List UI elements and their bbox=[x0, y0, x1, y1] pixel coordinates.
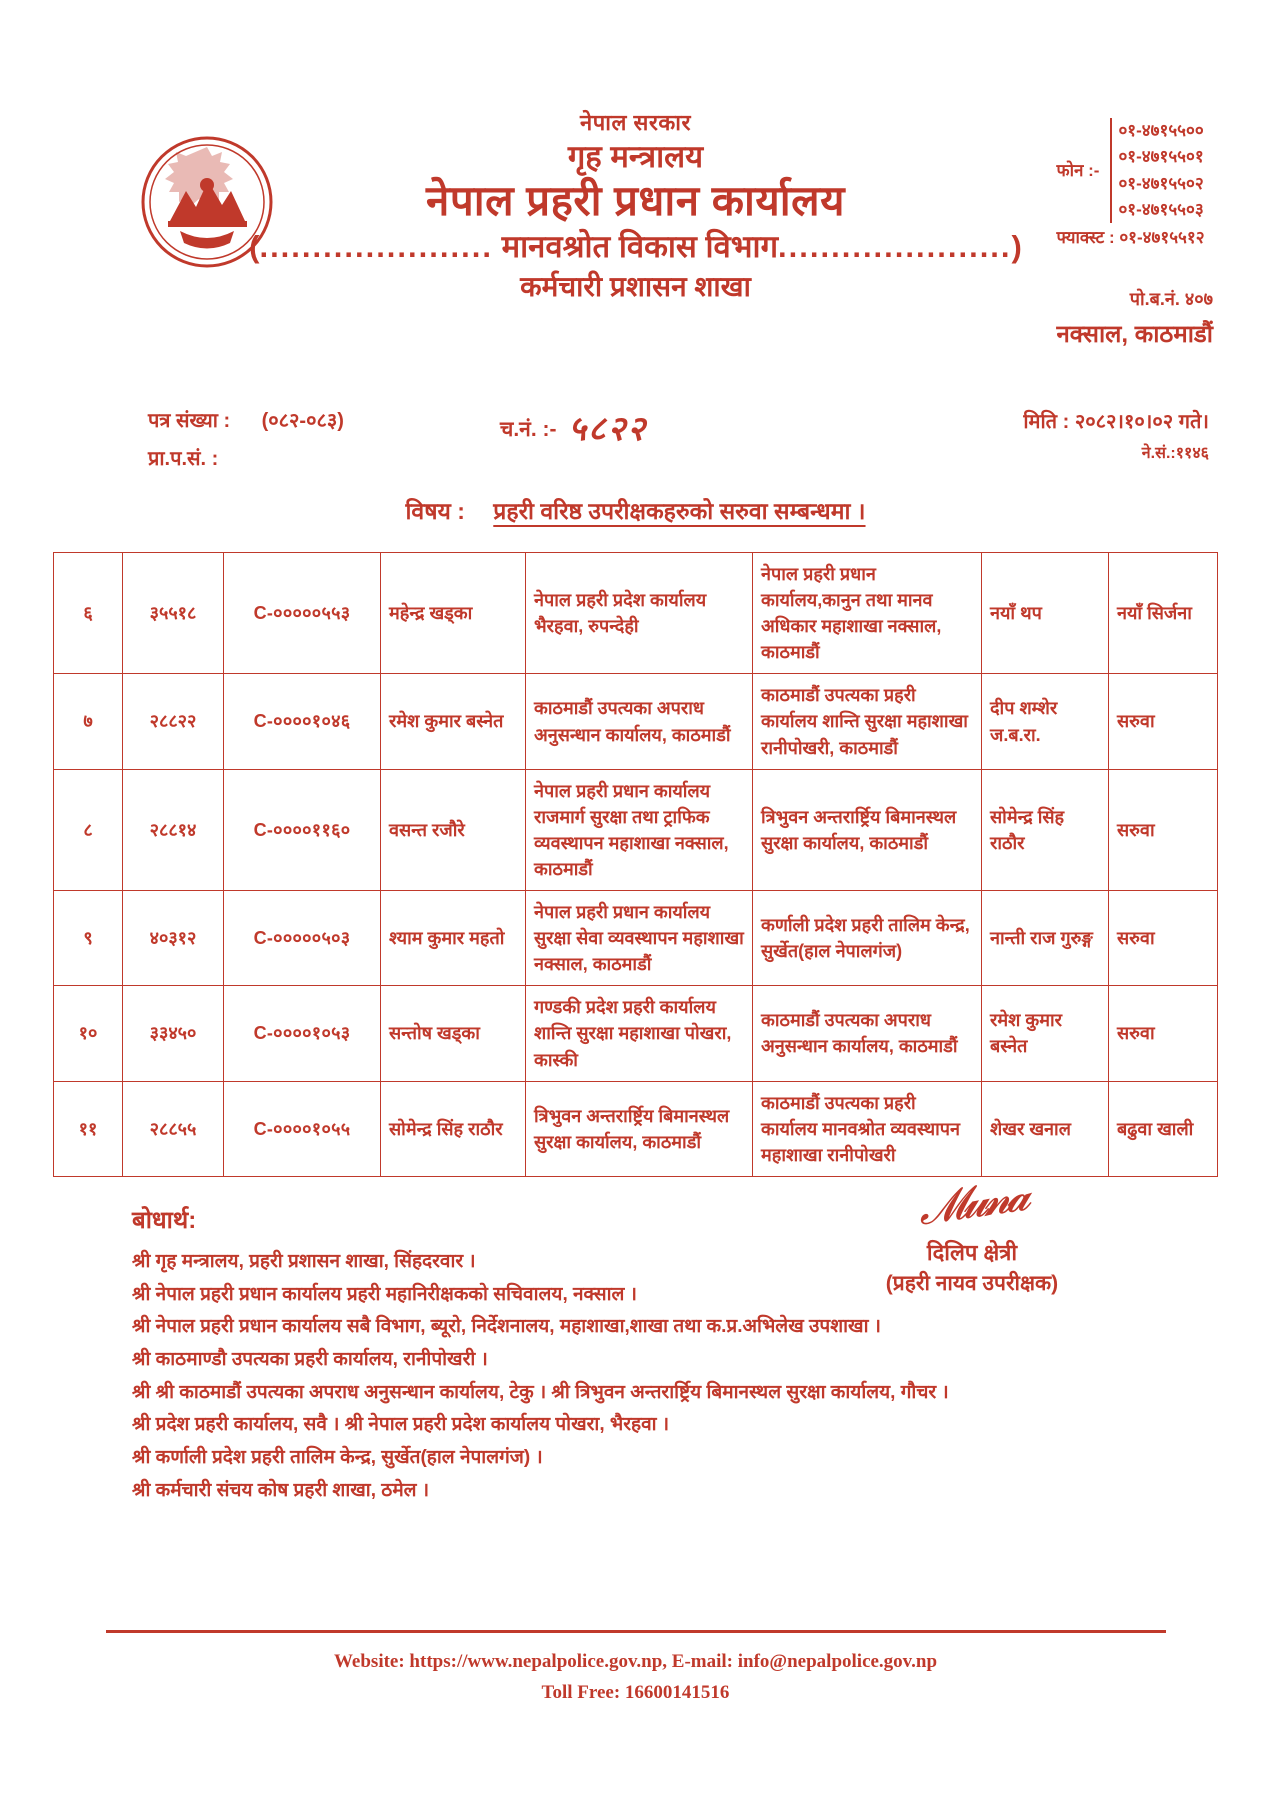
footer-website: Website: https://www.nepalpolice.gov.np, E-mail: info@nepalpolice.gov.np bbox=[333, 1651, 938, 1673]
dept-line: मानवश्रोत विकास विभाग bbox=[501, 229, 779, 265]
date-row bbox=[1023, 404, 1209, 440]
cell-id: २८८२२ bbox=[123, 674, 224, 769]
patra-sankhya-value: (०८२-०८३) bbox=[261, 410, 344, 432]
list-item: श्री नेपाल प्रहरी प्रधान कार्यालय सबै विभाग, ब्यूरो, निर्देशनालय, महाशाखा,शाखा तथा क.प्र.अभिलेख उपशाखा । bbox=[132, 1316, 881, 1338]
cell-type: सरुवा bbox=[1109, 674, 1218, 769]
cell-from-office: काठमाडौं उपत्यका अपराध अनुसन्धान कार्यालय, काठमाडौं bbox=[526, 674, 753, 769]
subject-text: प्रहरी वरिष्ठ उपरीक्षकहरुको सरुवा सम्बन्धमा । bbox=[493, 498, 866, 524]
list-item: श्री कर्मचारी संचय कोष प्रहरी शाखा, ठमेल । bbox=[132, 1479, 430, 1501]
fax-line: फ्याक्स्ट : ०१-४७१५५१२ bbox=[1056, 228, 1205, 248]
signature-block bbox=[822, 1170, 1122, 1297]
letterhead bbox=[0, 0, 1271, 400]
cell-code: C-००००१०५३ bbox=[224, 986, 381, 1081]
cell-sn: १० bbox=[54, 986, 123, 1081]
phone-number: ०१-४७१५५०२ bbox=[1118, 173, 1204, 193]
cell-type: सरुवा bbox=[1109, 891, 1218, 986]
dots-right: ...................... bbox=[778, 229, 1012, 265]
cell-from-office: नेपाल प्रहरी प्रधान कार्यालय राजमार्ग सुरक्षा तथा ट्राफिक व्यवस्थापन महाशाखा नक्साल, काठमाडौं bbox=[526, 769, 753, 890]
cell-sn: ६ bbox=[54, 553, 123, 674]
cell-sn: ७ bbox=[54, 674, 123, 769]
footer-tollfree: Toll Free: 16600141516 bbox=[541, 1681, 730, 1703]
list-item: श्री कर्णाली प्रदेश प्रहरी तालिम केन्द्र, सुर्खेत(हाल नेपालगंज) । bbox=[132, 1446, 543, 1468]
bodhartha-title: बोधार्थ: bbox=[132, 1206, 197, 1234]
signatory-post: (प्रहरी नायव उपरीक्षक) bbox=[885, 1271, 1059, 1295]
phone-number: ०१-४७१५५०१ bbox=[1118, 147, 1204, 167]
table-row bbox=[54, 674, 1218, 769]
prapasan-label: प्रा.प.सं. : bbox=[148, 448, 219, 470]
cell-sn: ८ bbox=[54, 769, 123, 890]
subject-line bbox=[0, 494, 1271, 526]
cell-type: सरुवा bbox=[1109, 769, 1218, 890]
cell-to-office: कर्णाली प्रदेश प्रहरी तालिम केन्द्र, सुर्खेत(हाल नेपालगंज) bbox=[753, 891, 982, 986]
signatory-name: दिलिप क्षेत्री bbox=[926, 1239, 1018, 1265]
cell-name: सोमेन्द्र सिंह राठौर bbox=[381, 1081, 526, 1176]
list-item: श्री नेपाल प्रहरी प्रधान कार्यालय प्रहरी महानिरीक्षकको सचिवालय, नक्साल । bbox=[132, 1283, 637, 1305]
reference-row bbox=[0, 402, 1271, 488]
branch-line: कर्मचारी प्रशासन शाखा bbox=[520, 270, 751, 302]
ministry-line: गृह मन्त्रालय bbox=[567, 139, 704, 175]
office-line: नेपाल प्रहरी प्रधान कार्यालय bbox=[426, 176, 845, 224]
table-row bbox=[54, 1081, 1218, 1176]
dept-line-wrap bbox=[249, 229, 1022, 265]
cell-to-office: नेपाल प्रहरी प्रधान कार्यालय,कानुन तथा मानव अधिकार महाशाखा नक्साल, काठमाडौं bbox=[753, 553, 982, 674]
transfer-table-body bbox=[54, 553, 1218, 1177]
list-item: श्री प्रदेश प्रहरी कार्यालय, सवै । श्री नेपाल प्रहरी प्रदेश कार्यालय पोखरा, भैरहवा । bbox=[132, 1414, 670, 1436]
contact-block bbox=[1056, 118, 1213, 353]
cell-replacement: दीप शम्शेर ज.ब.रा. bbox=[982, 674, 1109, 769]
cell-code: C-००००१०५५ bbox=[224, 1081, 381, 1176]
patra-sankhya-row bbox=[148, 402, 344, 440]
signature-icon: 𝓜𝓾𝓷𝓪 bbox=[914, 1170, 1028, 1235]
bodhartha-section bbox=[132, 1170, 1132, 1507]
cell-replacement: रमेश कुमार बस्नेत bbox=[982, 986, 1109, 1081]
gov-line: नेपाल सरकार bbox=[580, 110, 691, 135]
cell-to-office: त्रिभुवन अन्तरार्ष्ट्रिय बिमानस्थल सुरक्षा कार्यालय, काठमाडौं bbox=[753, 769, 982, 890]
cell-type: सरुवा bbox=[1109, 986, 1218, 1081]
cell-code: C-००००१०४६ bbox=[224, 674, 381, 769]
cell-id: ३३४५० bbox=[123, 986, 224, 1081]
cell-from-office: नेपाल प्रहरी प्रदेश कार्यालय भैरहवा, रुपन्देही bbox=[526, 553, 753, 674]
transfer-table bbox=[53, 552, 1218, 1177]
dots-left: ...................... bbox=[259, 229, 493, 265]
cell-id: ३५५१८ bbox=[123, 553, 224, 674]
paren-right: ) bbox=[1011, 229, 1022, 265]
table-row bbox=[54, 891, 1218, 986]
patra-sankhya-label: पत्र संख्या : bbox=[148, 410, 231, 432]
phone-number: ०१-४७१५५०० bbox=[1118, 121, 1204, 140]
date-label: मिति : bbox=[1023, 411, 1070, 433]
cell-from-office: नेपाल प्रहरी प्रधान कार्यालय सुरक्षा सेवा व्यवस्थापन महाशाखा नक्साल, काठमाडौं bbox=[526, 891, 753, 986]
table-row bbox=[54, 553, 1218, 674]
phone-label: फोन :- bbox=[1056, 160, 1100, 180]
list-item: श्री गृह मन्त्रालय, प्रहरी प्रशासन शाखा, सिंहदरवार । bbox=[132, 1250, 476, 1272]
reference-left bbox=[148, 402, 344, 478]
cell-code: C-०००००५५३ bbox=[224, 553, 381, 674]
po-box: पो.ब.नं. ४०७ bbox=[1129, 288, 1213, 309]
phone-number: ०१-४७१५५०३ bbox=[1118, 200, 1204, 220]
cell-type: बढुवा खाली bbox=[1109, 1081, 1218, 1176]
cell-to-office: काठमाडौं उपत्यका प्रहरी कार्यालय मानवश्रोत व्यवस्थापन महाशाखा रानीपोखरी bbox=[753, 1081, 982, 1176]
chalani-row bbox=[500, 404, 647, 450]
cell-replacement: नान्ती राज गुरुङ्ग bbox=[982, 891, 1109, 986]
footer-divider bbox=[106, 1630, 1166, 1633]
cell-replacement: नयाँ थप bbox=[982, 553, 1109, 674]
cell-id: ४०३१२ bbox=[123, 891, 224, 986]
ne-sn: ने.सं.:११४६ bbox=[1141, 445, 1209, 462]
cell-to-office: काठमाडौं उपत्यका अपराध अनुसन्धान कार्यालय, काठमाडौं bbox=[753, 986, 982, 1081]
cell-id: २८८१४ bbox=[123, 769, 224, 890]
cell-name: श्याम कुमार महतो bbox=[381, 891, 526, 986]
phone-block bbox=[1056, 118, 1213, 223]
table-row bbox=[54, 986, 1218, 1081]
cell-name: वसन्त रजौरे bbox=[381, 769, 526, 890]
cell-name: सन्तोष खड्का bbox=[381, 986, 526, 1081]
cell-id: २८८५५ bbox=[123, 1081, 224, 1176]
chalani-label: च.नं. :- bbox=[500, 418, 557, 441]
cell-type: नयाँ सिर्जना bbox=[1109, 553, 1218, 674]
prapasan-row bbox=[148, 440, 344, 478]
cell-sn: ११ bbox=[54, 1081, 123, 1176]
cell-sn: ९ bbox=[54, 891, 123, 986]
cell-name: महेन्द्र खड्का bbox=[381, 553, 526, 674]
table-row bbox=[54, 769, 1218, 890]
subject-label: विषय : bbox=[405, 498, 465, 524]
list-item: श्री श्री काठमाडौं उपत्यका अपराध अनुसन्धान कार्यालय, टेकु । श्री त्रिभुवन अन्तरार्ष्ट्रिय बिमानस्थल सुरक्षा कार्यालय, गौचर । bbox=[132, 1381, 949, 1403]
cell-replacement: सोमेन्द्र सिंह राठौर bbox=[982, 769, 1109, 890]
list-item: श्री काठमाण्डौ उपत्यका प्रहरी कार्यालय, रानीपोखरी । bbox=[132, 1348, 488, 1370]
cell-code: C-०००००५०३ bbox=[224, 891, 381, 986]
cell-code: C-००००११६० bbox=[224, 769, 381, 890]
office-address: नक्साल, काठमाडौं bbox=[1056, 320, 1213, 348]
chalani-value: ५८२२ bbox=[568, 411, 648, 448]
cell-from-office: त्रिभुवन अन्तरार्ष्ट्रिय बिमानस्थल सुरक्षा कार्यालय, काठमाडौं bbox=[526, 1081, 753, 1176]
cell-from-office: गण्डकी प्रदेश प्रहरी कार्यालय शान्ति सुरक्षा महाशाखा पोखरा, कास्की bbox=[526, 986, 753, 1081]
cell-to-office: काठमाडौं उपत्यका प्रहरी कार्यालय शान्ति सुरक्षा महाशाखा रानीपोखरी, काठमाडौं bbox=[753, 674, 982, 769]
cell-replacement: शेखर खनाल bbox=[982, 1081, 1109, 1176]
phone-numbers bbox=[1110, 118, 1203, 223]
date-value: २०८२।१०।०२ गते। bbox=[1074, 411, 1209, 433]
cell-name: रमेश कुमार बस्नेत bbox=[381, 674, 526, 769]
date-block bbox=[1023, 404, 1209, 469]
footer bbox=[0, 1630, 1271, 1708]
paren-left: ( bbox=[249, 229, 260, 265]
